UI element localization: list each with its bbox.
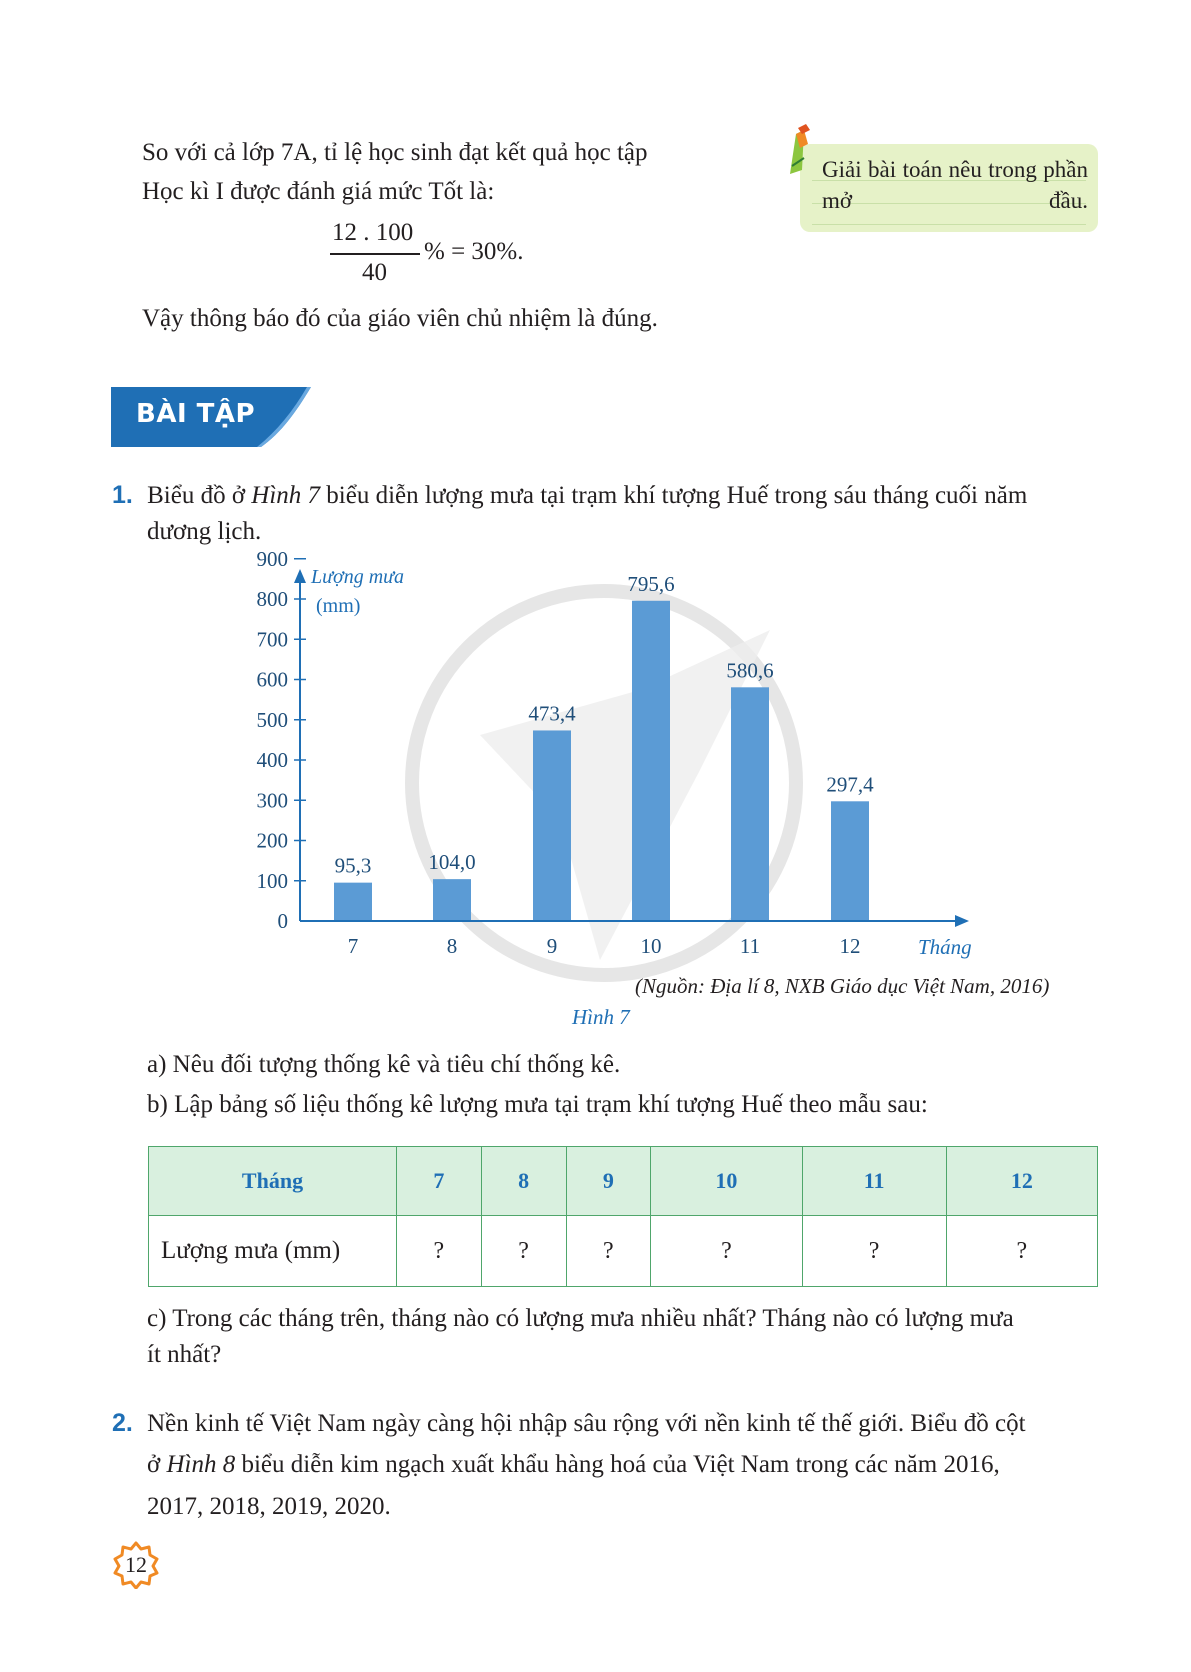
chart-y-tick-label: 100 (256, 868, 288, 893)
chart-data-label: 95,3 (334, 853, 372, 878)
table-header-cell: 9 (566, 1147, 651, 1216)
exercise-2-number: 2. (112, 1409, 133, 1437)
exercise-1-part-b: b) Lập bảng số liệu thống kê lượng mưa tại trạm khí tượng Huế theo mẫu sau: (147, 1091, 928, 1118)
table-cell: ? (566, 1216, 651, 1287)
table-cell: ? (481, 1216, 566, 1287)
exercise-1-part-c-line-2: ít nhất? (147, 1341, 222, 1368)
fraction-denominator: 40 (362, 259, 387, 286)
table-header-cell: 10 (651, 1147, 802, 1216)
table-row (149, 1216, 1098, 1287)
fraction-result: % = 30%. (424, 238, 524, 265)
exercise-1-text-after: biểu diễn lượng mưa tại trạm khí tượng Huế trong sáu tháng cuối năm (320, 482, 1028, 509)
chart-y-tick-label: 900 (256, 546, 288, 571)
figure-caption: Hình 7 (572, 1005, 630, 1029)
intro-conclusion: Vậy thông báo đó của giáo viên chủ nhiệm là đúng. (142, 305, 658, 332)
intro-line-1: So với cả lớp 7A, tỉ lệ học sinh đạt kết quả học tập (142, 139, 648, 166)
table-header-cell: 12 (946, 1147, 1097, 1216)
table-cell: ? (397, 1216, 482, 1287)
chart-x-axis-label: Tháng (918, 935, 972, 959)
exercise-2-figure-ref: Hình 8 (166, 1451, 236, 1478)
exercise-2-line-2-after: biểu diễn kim ngạch xuất khẩu hàng hoá của Việt Nam trong các năm 2016, (235, 1451, 1000, 1478)
chart-y-tick-label: 800 (256, 587, 288, 611)
exercise-2-line-2 (147, 1446, 1000, 1484)
chart-data-label: 473,4 (528, 701, 576, 726)
intro-line-2: Học kì I được đánh giá mức Tốt là: (142, 178, 495, 205)
chart-y-tick-label: 400 (256, 748, 288, 772)
table-header-cell: Tháng (149, 1147, 397, 1216)
chart-y-axis-label: Lượng mưa (311, 566, 405, 588)
table-header-cell: 8 (481, 1147, 566, 1216)
chart-bar (831, 801, 869, 921)
figure-source: (Nguồn: Địa lí 8, NXB Giáo dục Việt Nam, 2016) (635, 974, 1050, 998)
statistics-table (148, 1146, 1098, 1287)
exercise-2-line-3: 2017, 2018, 2019, 2020. (147, 1493, 391, 1520)
chart-x-axis-arrow (955, 915, 969, 927)
table-header-cell: 7 (397, 1147, 482, 1216)
chart-y-tick-label: 0 (277, 909, 288, 933)
table-cell: ? (651, 1216, 802, 1287)
chart-x-tick-label: 8 (446, 934, 458, 958)
exercise-1-part-c-line-1: c) Trong các tháng trên, tháng nào có lượng mưa nhiều nhất? Tháng nào có lượng mưa (147, 1305, 1014, 1332)
table-header-row (149, 1147, 1098, 1216)
chart-y-tick-label: 300 (256, 788, 288, 813)
chart-bar (334, 883, 372, 921)
chart-y-tick-label: 600 (256, 667, 288, 692)
chart-x-tick-label: 11 (739, 934, 761, 958)
table-cell: ? (946, 1216, 1097, 1287)
exercise-2-line-2-before: ở (147, 1451, 167, 1478)
chart-x-tick-label: 10 (640, 934, 662, 958)
chart-data-label: 580,6 (726, 658, 774, 683)
chart-bar (731, 687, 769, 921)
exercise-2-line-1 (112, 1404, 1026, 1443)
chart-data-label: 795,6 (627, 571, 675, 596)
exercise-1-number: 1. (112, 481, 133, 509)
chart-x-tick-label: 12 (839, 934, 861, 958)
chart-data-label: 297,4 (826, 772, 874, 797)
table-header-cell: 11 (802, 1147, 946, 1216)
chart-y-axis-unit: (mm) (316, 595, 361, 617)
chart-bar (433, 879, 471, 921)
chart-y-axis-arrow (294, 569, 306, 583)
exercise-1-line-2: dương lịch. (147, 518, 262, 545)
table-cell: ? (802, 1216, 946, 1287)
chart-y-tick-label: 500 (256, 707, 288, 732)
table-cell: Lượng mưa (mm) (149, 1216, 397, 1287)
chart-bar (632, 601, 670, 921)
exercise-2-text: Nền kinh tế Việt Nam ngày càng hội nhập sâu rộng với nền kinh tế thế giới. Biểu đồ cột (147, 1410, 1026, 1437)
fraction-numerator: 12 . 100 (332, 219, 414, 246)
tip-text: Giải bài toán nêu trong phần mở đầu. (822, 157, 1088, 213)
section-header-title: BÀI TẬP (136, 399, 256, 429)
chart-x-tick-label: 9 (546, 934, 558, 958)
exercise-1-text-before: Biểu đồ ở (147, 482, 252, 509)
page-number: 12 (125, 1552, 147, 1577)
exercise-1-part-a: a) Nêu đối tượng thống kê và tiêu chí thống kê. (147, 1051, 621, 1078)
chart-y-tick-label: 200 (256, 828, 288, 853)
chart-data-label: 104,0 (428, 850, 476, 875)
chart-y-tick-label: 700 (256, 627, 288, 652)
chart-bar (533, 730, 571, 921)
exercise-1-figure-ref: Hình 7 (251, 482, 321, 509)
chart-x-tick-label: 7 (347, 934, 359, 958)
